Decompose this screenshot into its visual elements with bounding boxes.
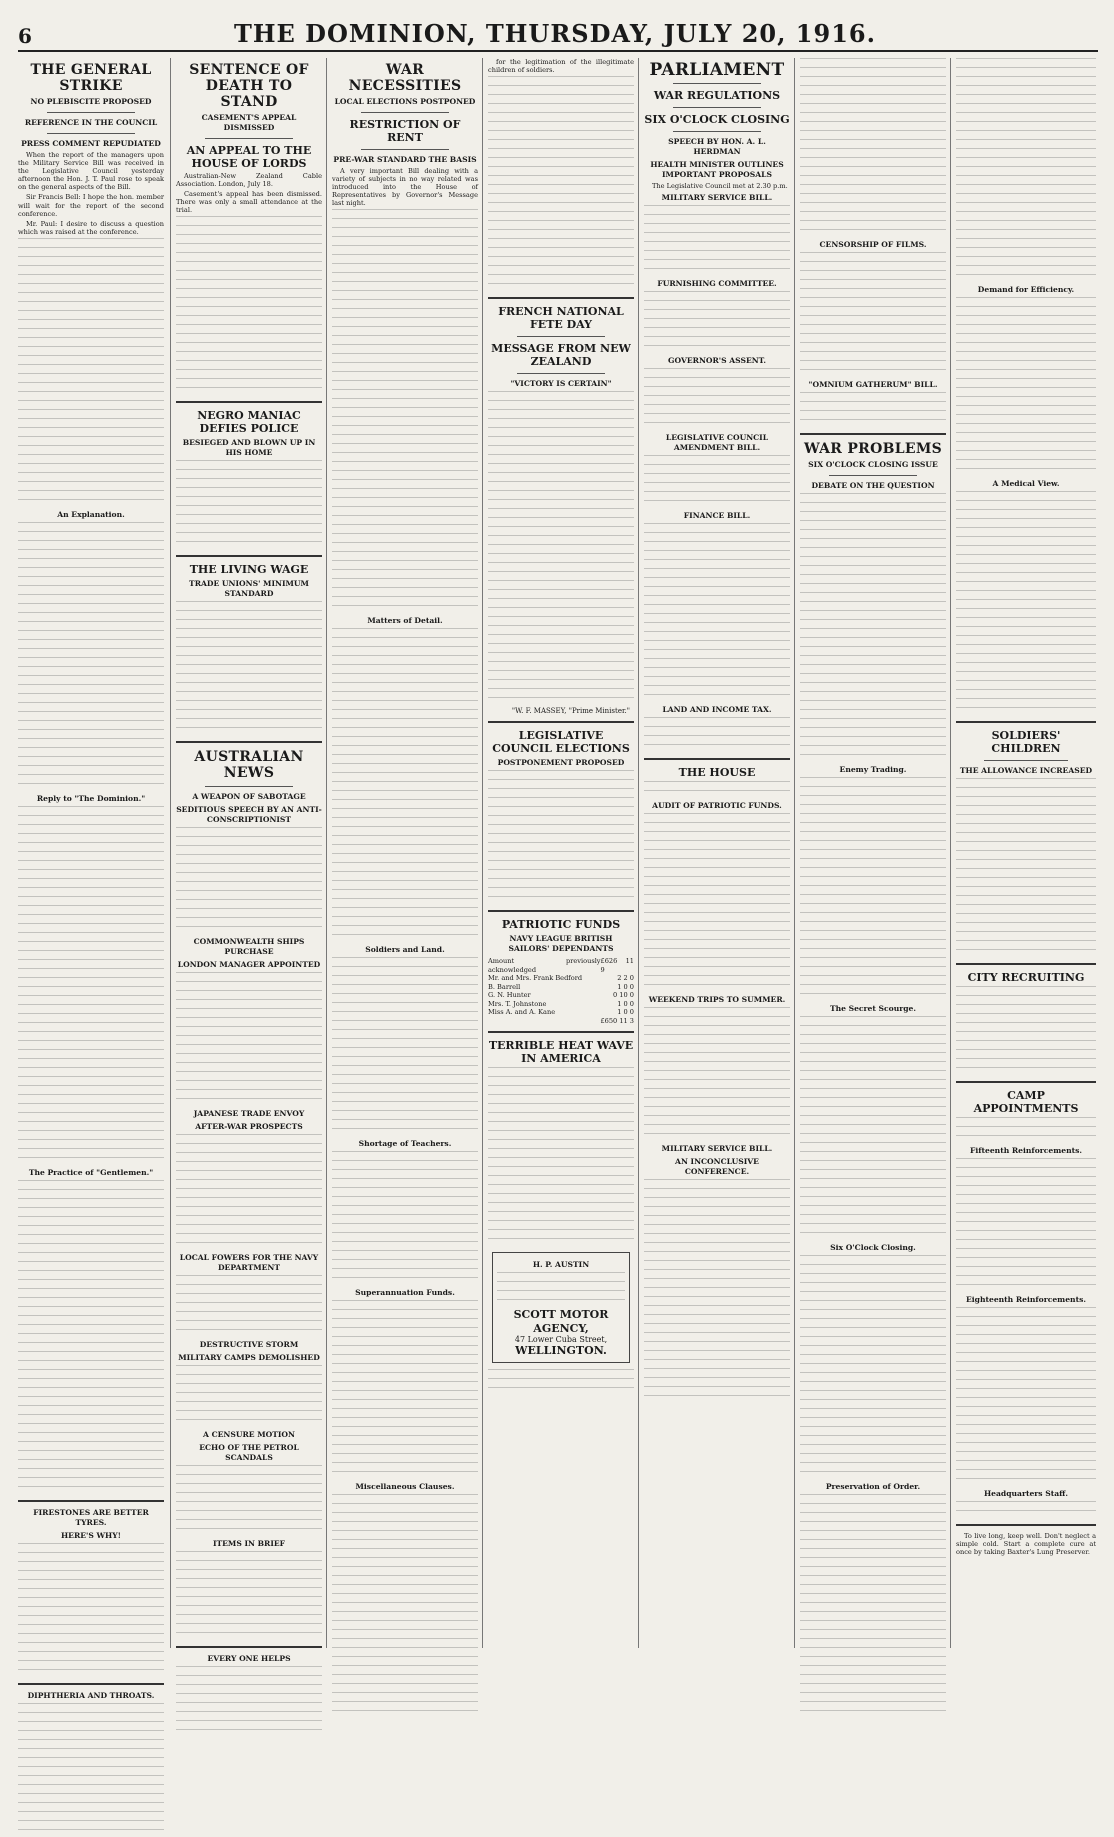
subhead: CASEMENT'S APPEAL DISMISSED: [201, 113, 297, 132]
headline-war-problems: WAR PROBLEMS: [803, 441, 943, 457]
subhead: NAVY LEAGUE BRITISH SAILORS' DEPENDANTS: [508, 934, 614, 954]
column-7: [956, 58, 1096, 1648]
column-5: [644, 58, 790, 1648]
column-rule: [326, 58, 327, 1648]
subhead: NO PLEBISCITE PROPOSED: [30, 97, 152, 106]
ad-heading: EVERY ONE HELPS: [207, 1654, 291, 1664]
headline-heat-wave: TERRIBLE HEAT WAVE IN AMERICA: [488, 1039, 634, 1066]
subhead: An Explanation.: [57, 509, 125, 519]
subhead: Demand for Efficiency.: [977, 285, 1075, 294]
subhead: Miscellaneous Clauses.: [355, 1482, 455, 1492]
subhead: LOCAL FOWERS FOR THE NAVY DEPARTMENT: [179, 1253, 319, 1273]
ad-heading: DIPHTHERIA AND THROATS.: [27, 1690, 155, 1700]
subhead: ECHO OF THE PETROL SCANDALS: [199, 1443, 299, 1463]
subhead: Shortage of Teachers.: [358, 1139, 452, 1149]
list-item: B. Barrell 1 0 0: [488, 982, 634, 991]
headline-parliament: PARLIAMENT: [649, 60, 785, 80]
subhead: FINANCE BILL.: [683, 511, 751, 521]
subhead: SIX O'CLOCK CLOSING ISSUE: [808, 460, 938, 469]
subhead: SPEECH BY HON. A. L. HERDMAN: [668, 137, 766, 156]
subhead: COMMONWEALTH SHIPS PURCHASE: [193, 937, 305, 957]
newspaper-title: THE DOMINION, THURSDAY, JULY 20, 1916.: [233, 19, 876, 48]
subhead: "OMNIUM GATHERUM" BILL.: [808, 380, 938, 389]
subhead: Eighteenth Reinforcements.: [965, 1295, 1087, 1304]
subhead: SEDITIOUS SPEECH BY AN ANTI-CONSCRIPTIONIST: [176, 805, 322, 825]
subhead: FURNISHING COMMITTEE.: [657, 279, 777, 289]
subhead: SIX O'CLOCK CLOSING: [644, 113, 790, 126]
subhead: REFERENCE IN THE COUNCIL: [24, 118, 158, 127]
subhead: MESSAGE FROM NEW ZEALAND: [491, 342, 631, 369]
subhead: AFTER-WAR PROSPECTS: [195, 1122, 303, 1132]
subhead: ITEMS IN BRIEF: [212, 1539, 286, 1549]
subhead: POSTPONEMENT PROPOSED: [497, 758, 625, 768]
subhead: PRESS COMMENT REPUDIATED: [21, 139, 161, 148]
ad-subheading: HERE'S WHY!: [61, 1530, 121, 1540]
headline-living-wage: THE LIVING WAGE: [189, 563, 309, 577]
subhead: AUDIT OF PATRIOTIC FUNDS.: [652, 801, 782, 811]
list-item: Amount previously acknowledged £626 11 9: [488, 957, 634, 974]
headline-australian-news: AUSTRALIAN NEWS: [194, 749, 304, 782]
subhead: AN APPEAL TO THE HOUSE OF LORDS: [186, 144, 312, 170]
subhead: MILITARY CAMPS DEMOLISHED: [178, 1353, 320, 1363]
headline-city-recruiting: CITY RECRUITING: [967, 971, 1085, 984]
subhead: Matters of Detail.: [367, 616, 443, 626]
article-text: A very important Bill dealing with a variety of subjects in no way related was introduced into the House of Representatives by Governor's Message last night.: [332, 167, 478, 208]
subhead: Fifteenth Reinforcements.: [969, 1146, 1083, 1155]
article-text: To live long, keep well. Don't neglect a simple cold. Start a complete cure at once by taking Baxter's Lung Preserver.: [956, 1532, 1096, 1557]
subhead: The Secret Scourge.: [829, 1004, 917, 1013]
ad-name: H. P. AUSTIN: [532, 1260, 590, 1270]
subhead: PRE-WAR STANDARD THE BASIS: [333, 155, 477, 164]
headline-council-elections: LEGISLATIVE COUNCIL ELECTIONS: [492, 729, 630, 756]
subhead: Headquarters Staff.: [983, 1489, 1069, 1498]
subhead: DESTRUCTIVE STORM: [199, 1340, 299, 1350]
subhead: TRADE UNIONS' MINIMUM STANDARD: [189, 579, 309, 599]
subhead: CENSORSHIP OF FILMS.: [819, 240, 927, 249]
headline-soldiers-children: SOLDIERS' CHILDREN: [991, 729, 1061, 755]
headline-sentence-of-death: SENTENCE OF DEATH TO STAND: [189, 62, 309, 110]
page-number: 6: [18, 24, 32, 48]
subhead: Reply to "The Dominion.": [36, 793, 146, 803]
column-rule: [170, 58, 171, 1648]
column-6: [800, 58, 946, 1648]
list-item: Mrs. T. Johnstone 1 0 0: [488, 999, 634, 1008]
subhead: A WEAPON OF SABOTAGE: [192, 792, 306, 802]
masthead: [18, 18, 1098, 52]
subhead: Six O'Clock Closing.: [830, 1243, 916, 1252]
subhead: GOVERNOR'S ASSENT.: [667, 356, 766, 366]
subhead: WEEKEND TRIPS TO SUMMER.: [648, 995, 786, 1005]
subhead: MILITARY SERVICE BILL.: [661, 193, 773, 203]
advertisement: [492, 1252, 630, 1363]
subhead: LONDON MANAGER APPOINTED: [177, 960, 321, 970]
ad-city: WELLINGTON.: [515, 1344, 607, 1358]
column-rule: [638, 58, 639, 1648]
article-text: When the report of the managers upon the Military Service Bill was received in the Legislative Council yesterday afternoon the Hon. J. T. Paul rose to speak on the general aspects of the Bill.: [18, 151, 164, 192]
subhead: A CENSURE MOTION: [203, 1430, 295, 1440]
article-text: Australian-New Zealand Cable Association. London, July 18.: [176, 172, 322, 189]
subhead: LOCAL ELECTIONS POSTPONED: [334, 97, 476, 106]
headline-negro-maniac: NEGRO MANIAC DEFIES POLICE: [197, 409, 301, 436]
column-3: [332, 58, 478, 1648]
headline-the-house: THE HOUSE: [678, 766, 756, 780]
list-item: G. N. Hunter 0 10 0: [488, 991, 634, 1000]
subhead: AN INCONCLUSIVE CONFERENCE.: [675, 1157, 759, 1177]
column-rule: [794, 58, 795, 1648]
subhead: Enemy Trading.: [839, 765, 907, 774]
subhead: JAPANESE TRADE ENVOY: [193, 1109, 305, 1119]
subhead: BESIEGED AND BLOWN UP IN HIS HOME: [182, 438, 316, 458]
headline-patriotic-funds: PATRIOTIC FUNDS: [501, 918, 621, 932]
article-text: Sir Francis Bell: I hope the hon. member will wait for the report of the second conference.: [18, 193, 164, 218]
ad-heading: FIRESTONES ARE BETTER TYRES.: [33, 1507, 149, 1527]
subhead: "VICTORY IS CERTAIN": [510, 379, 612, 389]
subhead: The Practice of "Gentlemen.": [28, 1167, 154, 1177]
subhead: A Medical View.: [992, 479, 1060, 488]
signature: "W. F. MASSEY, "Prime Minister.": [511, 707, 630, 716]
subhead: Preservation of Order.: [825, 1482, 921, 1491]
subhead: LAND AND INCOME TAX.: [662, 705, 772, 715]
subhead: DEBATE ON THE QUESTION: [811, 481, 935, 490]
subscription-list: [488, 957, 634, 1025]
column-rule: [482, 58, 483, 1648]
article-text: The Legislative Council met at 2.30 p.m.: [652, 182, 788, 190]
column-2: [176, 58, 322, 1664]
column-4: [488, 58, 634, 1648]
subhead: WAR REGULATIONS: [653, 89, 781, 102]
subhead: HEALTH MINISTER OUTLINES IMPORTANT PROPOSALS: [650, 160, 784, 179]
list-total: £650 11 3: [600, 1016, 634, 1025]
subhead: LEGISLATIVE COUNCIL AMENDMENT BILL.: [665, 433, 769, 453]
ad-business-name: SCOTT MOTOR AGENCY,: [513, 1308, 609, 1336]
subhead: Soldiers and Land.: [365, 945, 445, 955]
subhead: MILITARY SERVICE BILL.: [661, 1144, 773, 1154]
list-item: Mr. and Mrs. Frank Bedford 2 2 0: [488, 974, 634, 983]
headline-camp-appointments: CAMP APPOINTMENTS: [973, 1089, 1079, 1115]
column-rule: [950, 58, 951, 1648]
subhead: RESTRICTION OF RENT: [349, 118, 461, 144]
headline-french-fete: FRENCH NATIONAL FETE DAY: [498, 305, 624, 332]
subhead: Superannuation Funds.: [355, 1288, 455, 1298]
list-item: Miss A. and A. Kane 1 0 0: [488, 1008, 634, 1017]
ad-address: 47 Lower Cuba Street,: [514, 1335, 608, 1345]
article-text: Mr. Paul: I desire to discuss a question which was raised at the conference.: [18, 219, 164, 236]
headline-war-necessities: WAR NECESSITIES: [348, 62, 462, 94]
article-text: for the legitimation of the illegitimate children of soldiers.: [488, 58, 634, 75]
article-text: Casement's appeal has been dismissed. There was only a small attendance at the trial.: [176, 190, 322, 215]
subhead: THE ALLOWANCE INCREASED: [959, 766, 1093, 775]
column-1: [18, 58, 164, 1700]
headline-general-strike: THE GENERAL STRIKE: [30, 62, 152, 94]
